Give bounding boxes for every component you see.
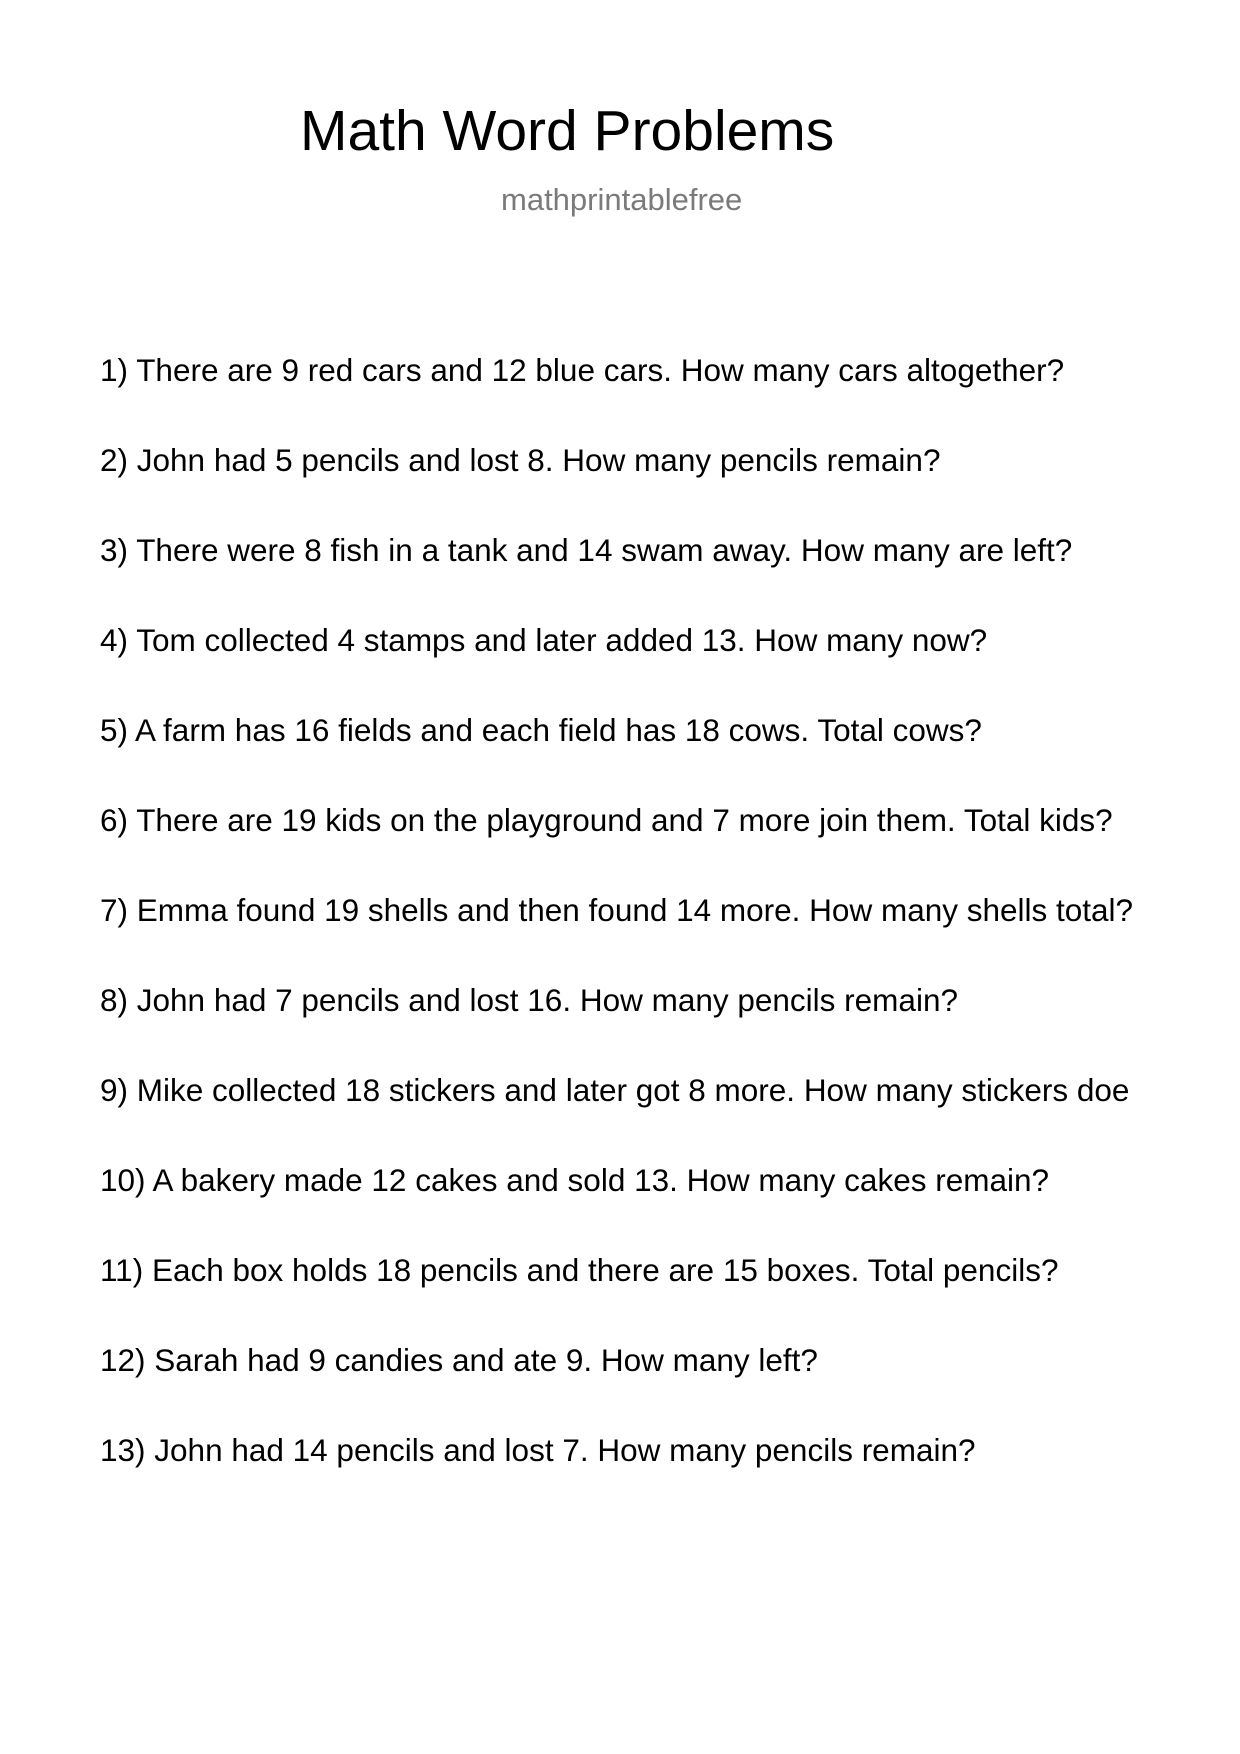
problem-item: 4) Tom collected 4 stamps and later added 13. How many now? <box>100 622 988 658</box>
problem-item: 9) Mike collected 18 stickers and later got 8 more. How many stickers doe <box>100 1072 1130 1108</box>
page-subtitle: mathprintablefree <box>501 182 743 217</box>
problem-item: 8) John had 7 pencils and lost 16. How many pencils remain? <box>100 982 958 1018</box>
problem-item: 12) Sarah had 9 candies and ate 9. How many left? <box>100 1342 818 1378</box>
problem-list <box>100 350 1240 1520</box>
problem-item: 11) Each box holds 18 pencils and there are 15 boxes. Total pencils? <box>100 1252 1059 1288</box>
problem-item: 1) There are 9 red cars and 12 blue cars. How many cars altogether? <box>100 352 1065 388</box>
problem-item: 5) A farm has 16 fields and each field has 18 cows. Total cows? <box>100 712 982 748</box>
problem-item: 10) A bakery made 12 cakes and sold 13. How many cakes remain? <box>100 1162 1050 1198</box>
problem-item: 13) John had 14 pencils and lost 7. How many pencils remain? <box>100 1432 976 1468</box>
problem-item: 7) Emma found 19 shells and then found 14 more. How many shells total? <box>100 892 1134 928</box>
problem-item: 2) John had 5 pencils and lost 8. How many pencils remain? <box>100 442 941 478</box>
problem-item: 3) There were 8 fish in a tank and 14 swam away. How many are left? <box>100 532 1073 568</box>
page-title: Math Word Problems <box>300 99 835 163</box>
problem-item: 6) There are 19 kids on the playground and 7 more join them. Total kids? <box>100 802 1113 838</box>
